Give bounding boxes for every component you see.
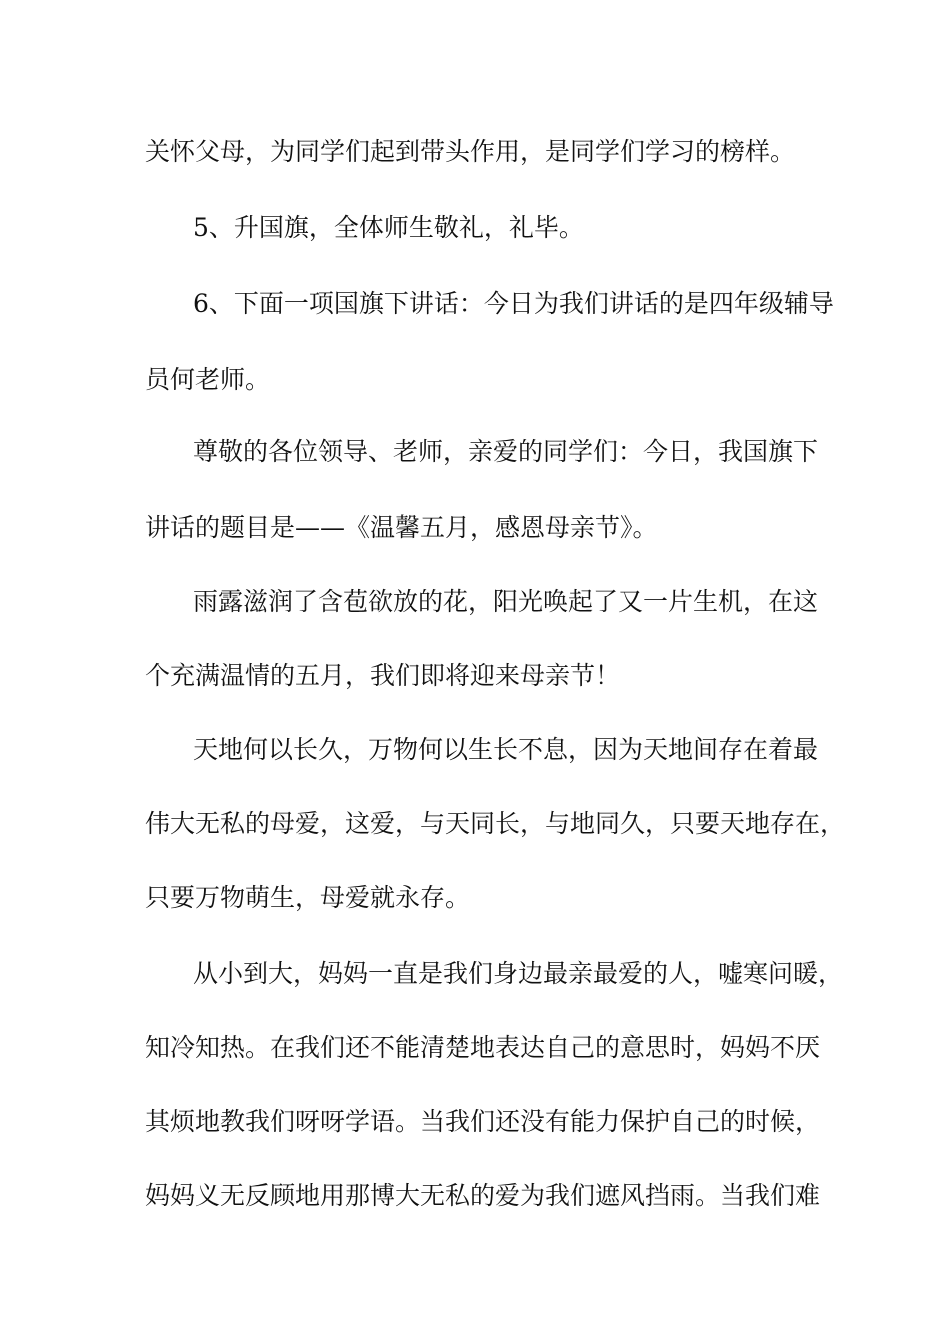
text-line: 尊敬的各位领导、老师，亲爱的同学们：今日，我国旗下 <box>193 437 819 466</box>
text-line: 个充满温情的五月，我们即将迎来母亲节！ <box>145 661 621 690</box>
text-line: 雨露滋润了含苞欲放的花，阳光唤起了又一片生机，在这 <box>193 587 819 616</box>
text-line: 妈妈义无反顾地用那博大无私的爱为我们遮风挡雨。当我们难 <box>145 1181 821 1210</box>
text-line: 从小到大，妈妈一直是我们身边最亲最爱的人，嘘寒问暖， <box>193 959 844 988</box>
text-line: 员何老师。 <box>145 365 271 394</box>
text-line: 其烦地教我们呀呀学语。当我们还没有能力保护自己的时候， <box>145 1107 821 1136</box>
text-line: 5、升国旗，全体师生敬礼，礼毕。 <box>193 213 584 242</box>
text-line: 知冷知热。在我们还不能清楚地表达自己的意思时，妈妈不厌 <box>145 1033 821 1062</box>
text-line: 关怀父母，为同学们起到带头作用，是同学们学习的榜样。 <box>145 137 796 166</box>
text-line: 天地何以长久，万物何以生长不息，因为天地间存在着最 <box>193 735 819 764</box>
text-line: 6、下面一项国旗下讲话：今日为我们讲话的是四年级辅导 <box>193 289 834 318</box>
text-line: 讲话的题目是——《温馨五月，感恩母亲节》。 <box>145 513 658 542</box>
text-line: 只要万物萌生，母爱就永存。 <box>145 883 471 912</box>
text-line: 伟大无私的母爱，这爱，与天同长，与地同久，只要天地存在， <box>145 809 846 838</box>
